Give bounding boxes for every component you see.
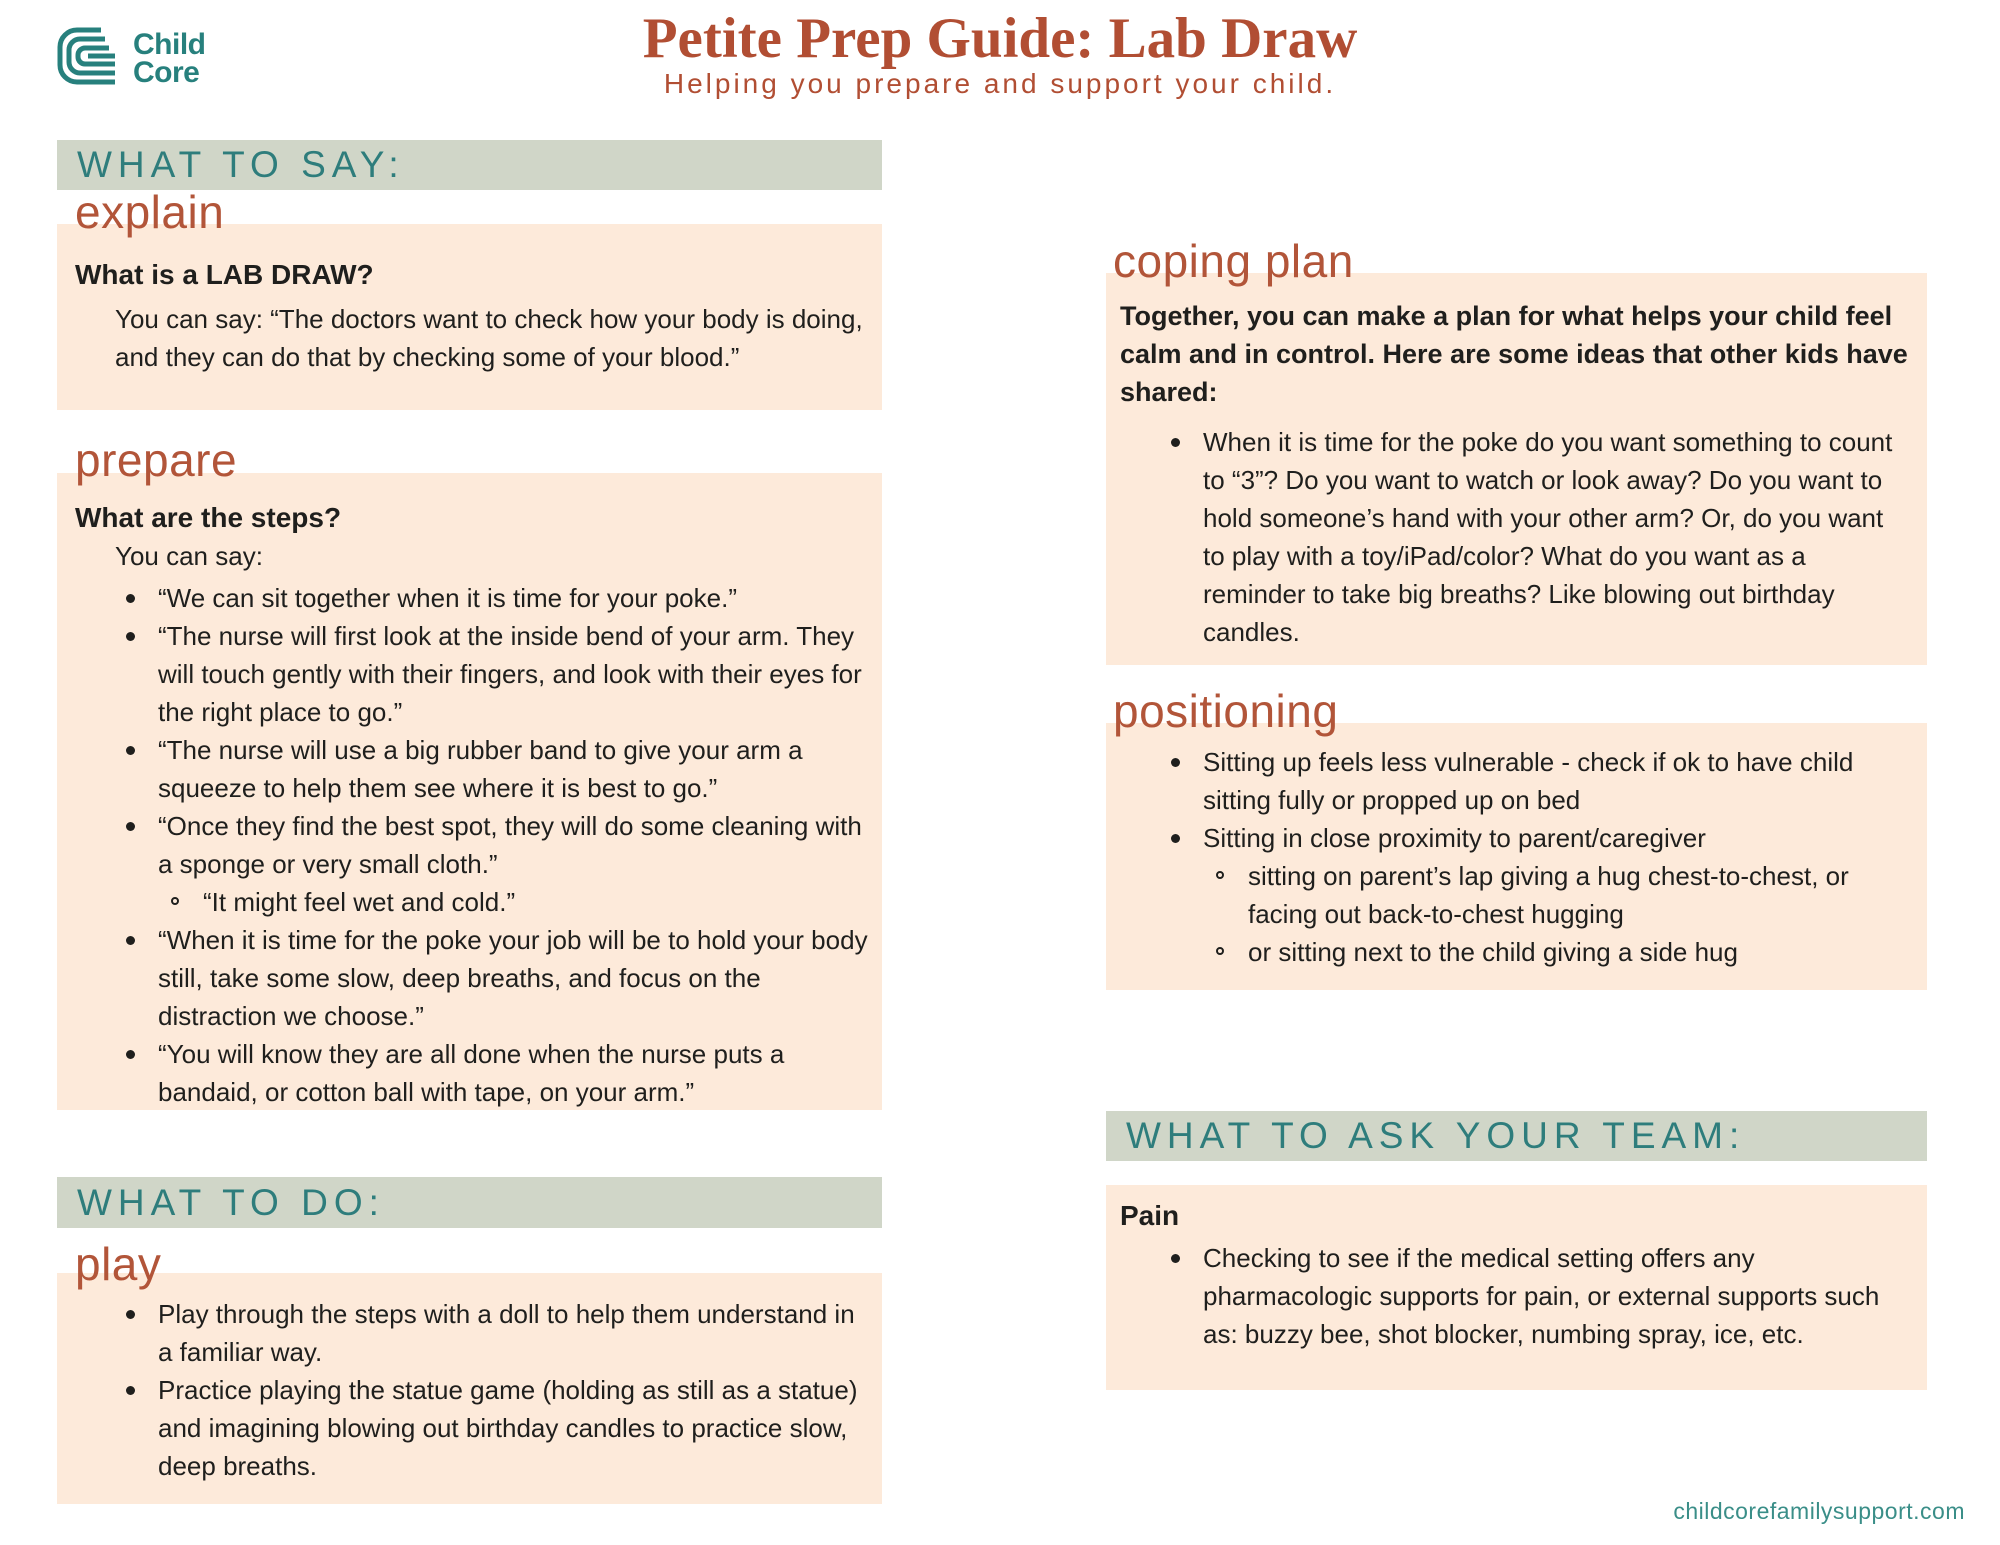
prepare-heading: prepare xyxy=(75,434,238,486)
page-subtitle: Helping you prepare and support your child. xyxy=(663,68,1337,99)
coping-plan-intro: Together, you can make a plan for what helps your child feel calm and in control. Here are some ideas that other kids have shared: xyxy=(1120,301,1908,407)
list-item: Sitting in close proximity to parent/caregiver sitting on parent’s lap giving a hug chest-to-chest, or facing out back-to-chest hugging or sitting next to the child giving a side hug xyxy=(1158,819,1911,971)
list-item: When it is time for the poke do you want something to count to “3”? Do you want to watch or look away? Do you want to hold someone’s hand with your other arm? Or, do you want to play with a toy/iPad/color? What do you want as a reminder to take big breaths? Like blowing out birthday candles. xyxy=(1158,423,1911,651)
prepare-bullet-list xyxy=(75,579,870,1111)
positioning-heading: positioning xyxy=(1113,685,1339,737)
section-band-what-to-say: WHAT TO SAY: xyxy=(57,140,882,190)
explain-box xyxy=(57,224,882,410)
list-item: Play through the steps with a doll to help them understand in a familiar way. xyxy=(113,1295,870,1371)
pain-box xyxy=(1106,1185,1927,1390)
list-item: “The nurse will use a big rubber band to give your arm a squeeze to help them see where it is best to go.” xyxy=(113,731,870,807)
play-box xyxy=(57,1273,882,1504)
list-item: “Once they find the best spot, they will do some cleaning with a sponge or very small cloth.” “It might feel wet and cold.” xyxy=(113,807,870,921)
prepare-question: What are the steps? xyxy=(75,502,342,533)
prepare-intro: You can say: xyxy=(115,541,263,571)
prepare-box xyxy=(57,473,882,1110)
list-item: “When it is time for the poke your job will be to hold your body still, take some slow, deep breaths, and focus on the distraction we choose.” xyxy=(113,921,870,1035)
list-item: Practice playing the statue game (holding as still as a statue) and imagining blowing out birthday candles to practice slow, deep breaths. xyxy=(113,1371,870,1485)
website-link[interactable]: childcorefamilysupport.com xyxy=(1673,1498,1965,1524)
section-band-ask-your-team: WHAT TO ASK YOUR TEAM: xyxy=(1106,1111,1927,1161)
explain-heading: explain xyxy=(75,186,225,238)
positioning-bullet-list xyxy=(1120,743,1911,971)
play-heading: play xyxy=(75,1238,162,1290)
explain-body: You can say: “The doctors want to check how your body is doing, and they can do that by checking some of your blood.” xyxy=(115,304,863,372)
coping-plan-box xyxy=(1106,273,1927,665)
list-item: “The nurse will first look at the inside bend of your arm. They will touch gently with their fingers, and look with their eyes for the right place to go.” xyxy=(113,617,870,731)
list-item: or sitting next to the child giving a side hug xyxy=(1203,933,1911,971)
positioning-box xyxy=(1106,723,1927,990)
list-item: “You will know they are all done when the nurse puts a bandaid, or cotton ball with tape, on your arm.” xyxy=(113,1035,870,1111)
coping-plan-heading: coping plan xyxy=(1113,235,1354,287)
explain-question: What is a LAB DRAW? xyxy=(75,259,374,290)
section-band-what-to-do: WHAT TO DO: xyxy=(57,1177,882,1228)
childcore-logo-text: Child Core xyxy=(133,27,206,89)
pain-label: Pain xyxy=(1120,1200,1180,1231)
list-item: sitting on parent’s lap giving a hug chest-to-chest, or facing out back-to-chest hugging xyxy=(1203,857,1911,933)
list-item: Sitting up feels less vulnerable - check if ok to have child sitting fully or propped up on bed xyxy=(1158,743,1911,819)
coping-plan-bullet-list xyxy=(1120,423,1911,651)
list-item: Checking to see if the medical setting offers any pharmacologic supports for pain, or external supports such as: buzzy bee, shot blocker, numbing spray, ice, etc. xyxy=(1158,1239,1911,1353)
play-bullet-list xyxy=(75,1295,870,1485)
list-item: “It might feel wet and cold.” xyxy=(158,883,870,921)
page-title: Petite Prep Guide: Lab Draw xyxy=(642,7,1358,70)
pain-bullet-list xyxy=(1120,1239,1911,1353)
list-item: “We can sit together when it is time for your poke.” xyxy=(113,579,870,617)
